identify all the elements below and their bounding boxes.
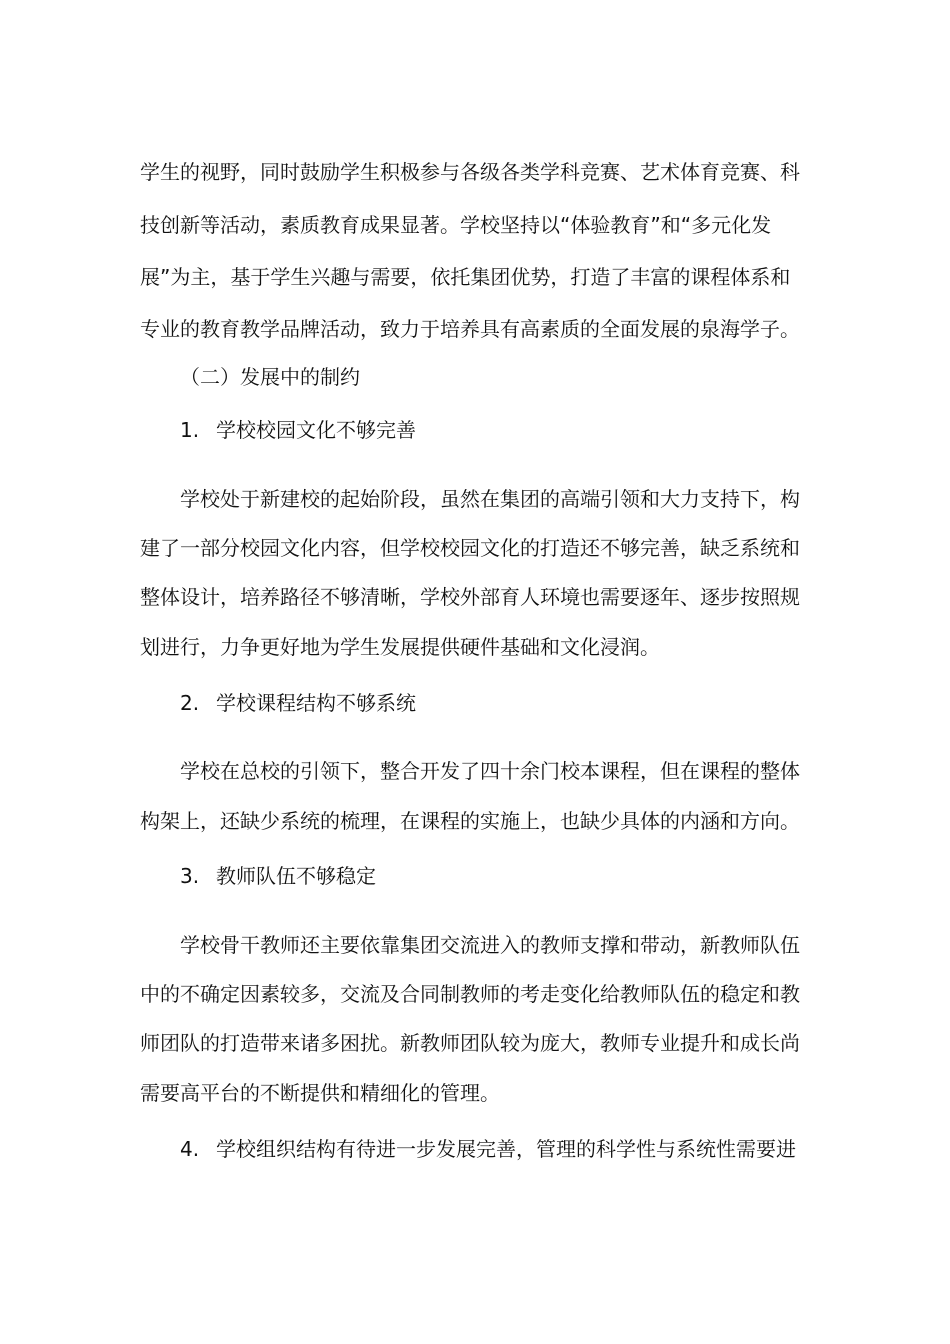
paragraph-line: 技创新等活动，素质教育成果显著。学校坚持以“体验教育”和“多元化发 <box>140 213 772 237</box>
paragraph-line: 专业的教育教学品牌活动，致力于培养具有高素质的全面发展的泉海学子。 <box>140 317 800 341</box>
paragraph-line: 构架上，还缺少系统的梳理，在课程的实施上，也缺少具体的内涵和方向。 <box>140 809 800 833</box>
list-item-title: 学校课程结构不够系统 <box>216 691 416 715</box>
list-item-heading <box>180 418 416 442</box>
section-heading: （二）发展中的制约 <box>180 365 360 389</box>
list-item-heading <box>180 1137 796 1161</box>
paragraph-line: 划进行，力争更好地为学生发展提供硬件基础和文化浸润。 <box>140 635 660 659</box>
paragraph-line: 展”为主，基于学生兴趣与需要，依托集团优势，打造了丰富的课程体系和 <box>140 265 791 289</box>
paragraph-line: 建了一部分校园文化内容，但学校校园文化的打造还不够完善，缺乏系统和 <box>140 536 800 560</box>
paragraph-line: 需要高平台的不断提供和精细化的管理。 <box>140 1081 500 1105</box>
list-item-title: 教师队伍不够稳定 <box>216 864 376 888</box>
list-item-heading <box>180 864 376 888</box>
paragraph-line: 整体设计，培养路径不够清晰，学校外部育人环境也需要逐年、逐步按照规 <box>140 585 800 609</box>
paragraph-line: 师团队的打造带来诸多困扰。新教师团队较为庞大，教师专业提升和成长尚 <box>140 1031 800 1055</box>
list-item-number: 3. <box>180 864 200 888</box>
list-item-heading <box>180 691 416 715</box>
list-item-number: 2. <box>180 691 200 715</box>
paragraph-line: 学校骨干教师还主要依靠集团交流进入的教师支撑和带动，新教师队伍 <box>180 933 800 957</box>
paragraph-line: 中的不确定因素较多，交流及合同制教师的考走变化给教师队伍的稳定和教 <box>140 982 800 1006</box>
list-item-number: 1. <box>180 418 200 442</box>
list-item-number: 4. <box>180 1137 200 1161</box>
paragraph-line: 学校处于新建校的起始阶段，虽然在集团的高端引领和大力支持下，构 <box>180 487 800 511</box>
paragraph-line: 学生的视野，同时鼓励学生积极参与各级各类学科竞赛、艺术体育竞赛、科 <box>140 160 800 184</box>
list-item-title: 学校校园文化不够完善 <box>216 418 416 442</box>
paragraph-line: 学校在总校的引领下，整合开发了四十余门校本课程，但在课程的整体 <box>180 759 800 783</box>
list-item-title: 学校组织结构有待进一步发展完善，管理的科学性与系统性需要进 <box>216 1137 796 1161</box>
